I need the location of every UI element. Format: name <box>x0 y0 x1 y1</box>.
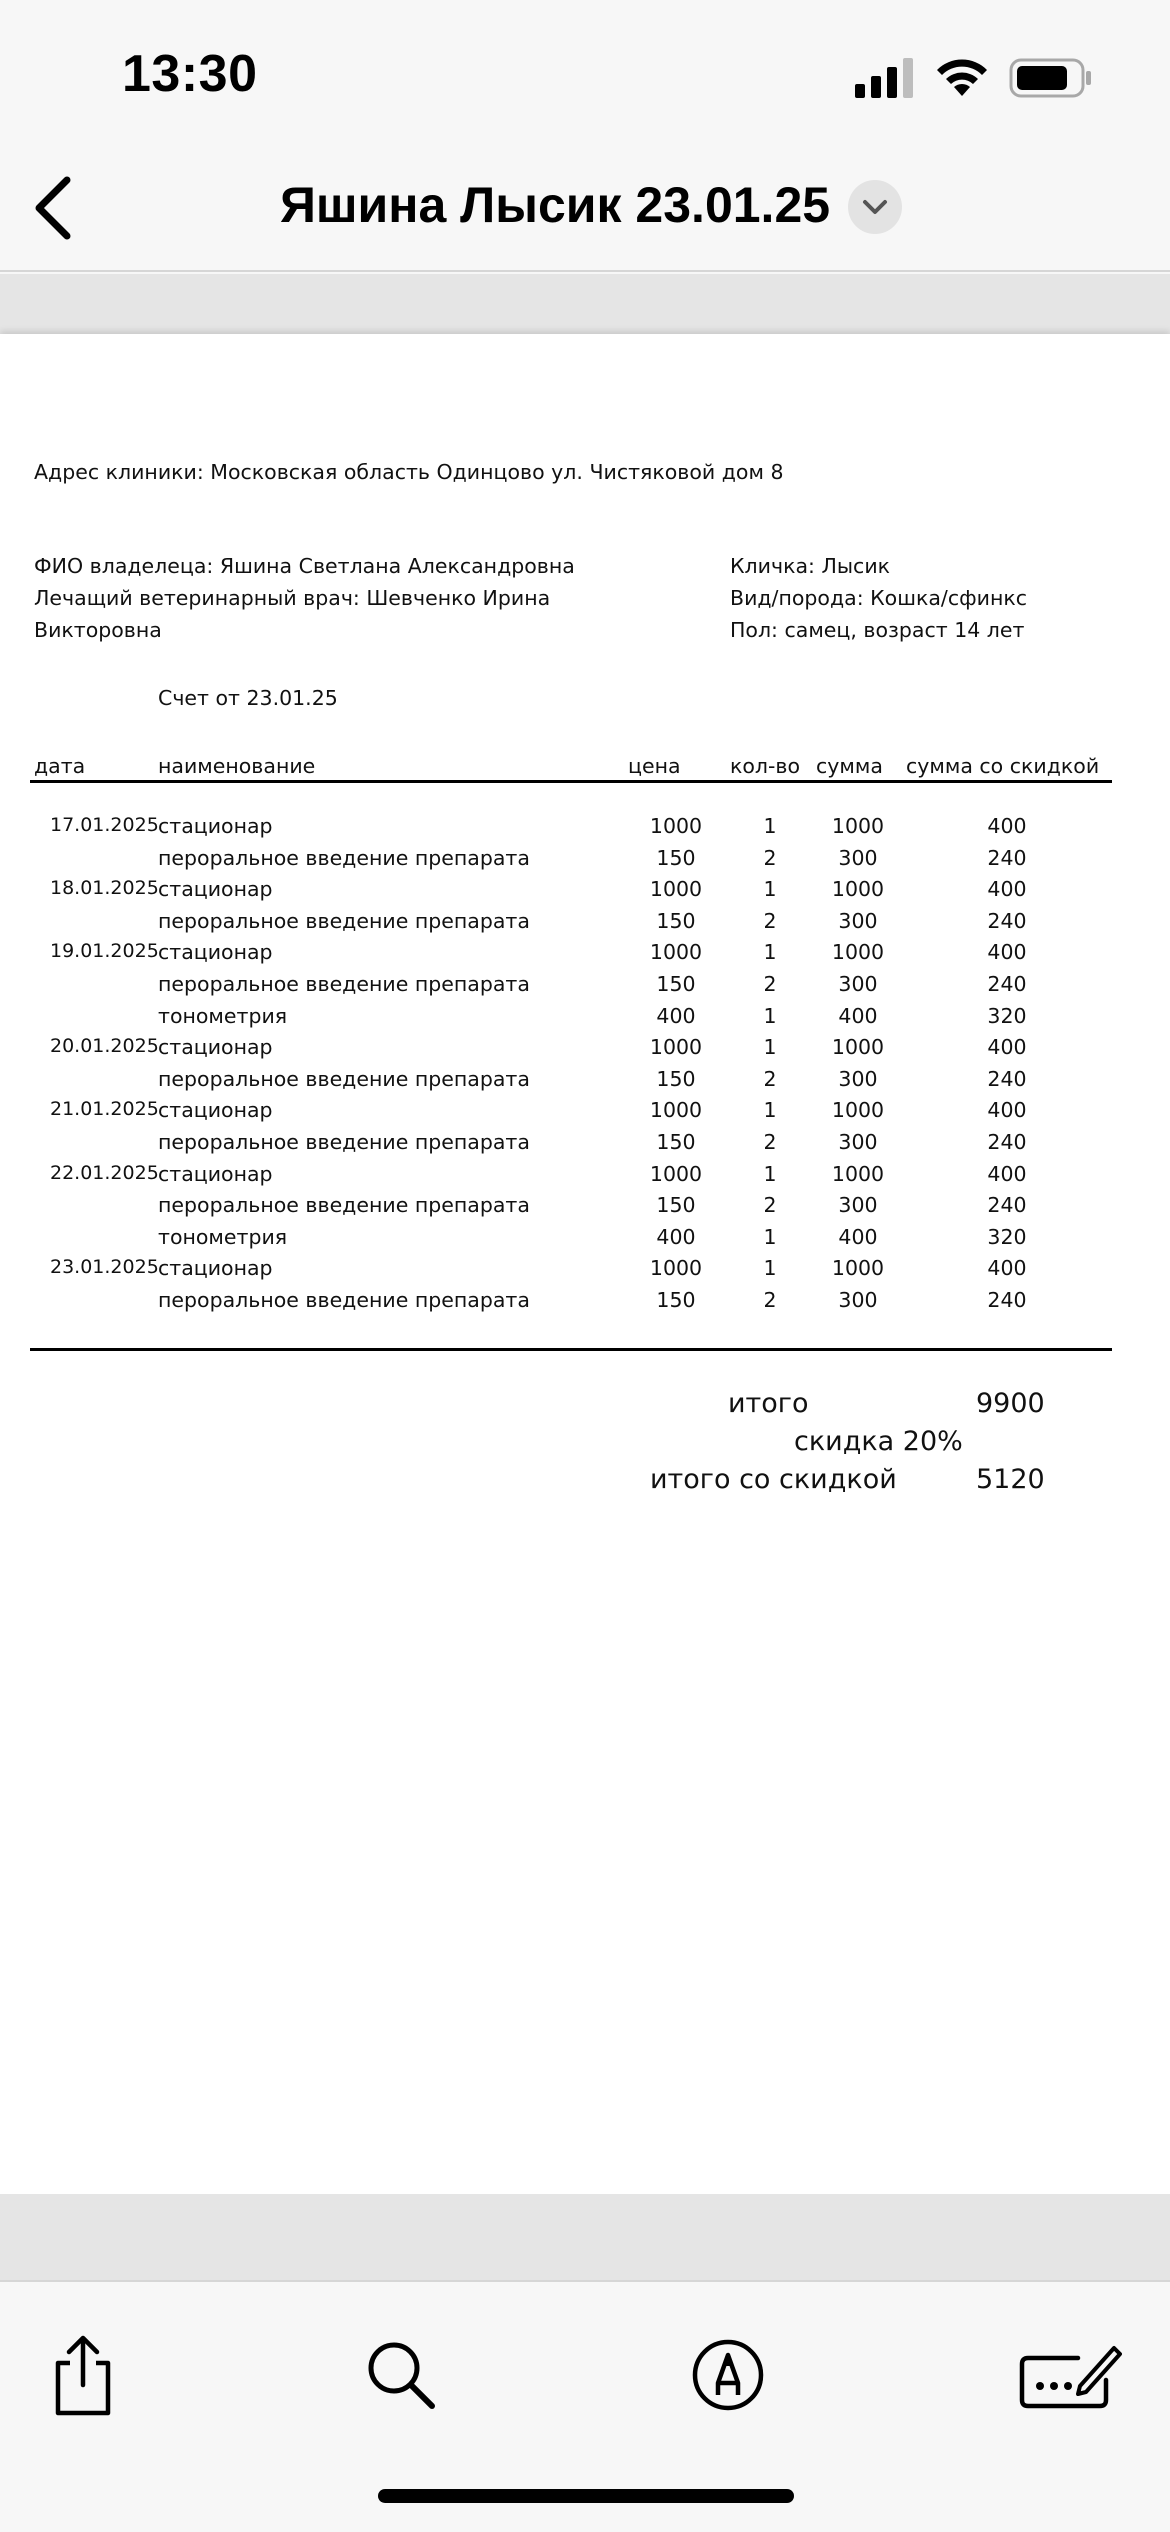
row-discounted: 240 <box>987 972 1027 996</box>
invoice-title: Счет от 23.01.25 <box>158 686 338 710</box>
row-name: стационар <box>158 940 273 965</box>
row-price: 150 <box>656 908 696 933</box>
row-name: стационар <box>158 1098 273 1123</box>
row-name: стационар <box>158 1256 273 1281</box>
document-title[interactable]: Яшина Лысик 23.01.25 <box>279 177 831 233</box>
navigation-bar <box>0 140 1170 272</box>
status-time: 13:30 <box>122 45 258 103</box>
home-indicator <box>378 2489 794 2503</box>
row-qty: 2 <box>763 845 777 870</box>
status-bar <box>0 0 1170 140</box>
row-name: стационар <box>158 877 273 902</box>
row-name: пероральное введение препарата <box>158 1066 530 1091</box>
row-qty: 1 <box>763 1161 777 1186</box>
clinic-address: Адрес клиники: Московская область Одинцово ул. Чистяковой дом 8 <box>34 460 784 484</box>
row-name: стационар <box>158 1161 273 1186</box>
row-qty: 2 <box>763 1193 777 1218</box>
col-sum-header: сумма <box>816 754 883 778</box>
row-sum: 400 <box>838 1003 878 1028</box>
row-price: 150 <box>656 1193 696 1218</box>
total-value: 9900 <box>976 1388 1045 1419</box>
row-price: 150 <box>656 1288 696 1312</box>
row-sum: 1000 <box>831 877 885 902</box>
page-gap-top <box>0 274 1170 334</box>
row-qty: 2 <box>763 1130 777 1154</box>
row-price: 1000 <box>649 1098 703 1123</box>
row-discounted: 400 <box>987 814 1027 838</box>
row-qty: 2 <box>763 972 777 996</box>
row-qty: 1 <box>763 1256 777 1281</box>
search-icon <box>364 2338 438 2412</box>
row-qty: 2 <box>763 1288 777 1312</box>
col-date-header: дата <box>34 754 86 778</box>
row-date: 18.01.2025 <box>50 877 159 900</box>
signature-button[interactable] <box>1010 2330 1130 2420</box>
row-price: 150 <box>656 1066 696 1091</box>
share-icon <box>48 2333 118 2417</box>
row-price: 1000 <box>649 1161 703 1186</box>
row-sum: 400 <box>838 1224 878 1249</box>
chevron-down-icon <box>862 199 888 215</box>
search-button[interactable] <box>356 2330 446 2420</box>
share-button[interactable] <box>38 2330 128 2420</box>
row-sum: 300 <box>838 1288 878 1312</box>
col-discounted-header: сумма со скидкой <box>906 754 1100 778</box>
row-discounted: 240 <box>987 1288 1027 1312</box>
row-date: 17.01.2025 <box>50 814 159 836</box>
row-qty: 1 <box>763 814 777 838</box>
row-sum: 1000 <box>831 1098 885 1123</box>
row-date: 19.01.2025 <box>50 940 159 963</box>
row-price: 1000 <box>649 1256 703 1281</box>
row-name: пероральное введение препарата <box>158 1130 530 1154</box>
row-qty: 1 <box>763 1035 777 1060</box>
row-discounted: 400 <box>987 877 1027 902</box>
battery-icon <box>1009 58 1093 98</box>
markup-icon <box>690 2337 766 2413</box>
row-qty: 1 <box>763 1003 777 1028</box>
row-discounted: 240 <box>987 908 1027 933</box>
row-sum: 1000 <box>831 940 885 965</box>
row-sum: 300 <box>838 1130 878 1154</box>
row-date: 23.01.2025 <box>50 1256 159 1279</box>
row-price: 1000 <box>649 877 703 902</box>
row-discounted: 240 <box>987 1066 1027 1091</box>
row-name: тонометрия <box>158 1224 288 1249</box>
row-discounted: 240 <box>987 1193 1027 1218</box>
row-discounted: 320 <box>987 1224 1027 1249</box>
doctor-name-line1: Лечащий ветеринарный врач: Шевченко Ирина <box>34 586 551 610</box>
row-name: пероральное введение препарата <box>158 972 530 996</box>
row-name: стационар <box>158 1035 273 1060</box>
row-price: 400 <box>656 1003 696 1028</box>
owner-name: ФИО владелеца: Яшина Светлана Александровна <box>34 554 575 578</box>
row-discounted: 240 <box>987 845 1027 870</box>
title-menu-button[interactable] <box>848 180 902 234</box>
row-name: тонометрия <box>158 1003 288 1028</box>
row-name: стационар <box>158 814 273 838</box>
row-name: пероральное введение препарата <box>158 845 530 870</box>
markup-button[interactable] <box>683 2330 773 2420</box>
row-sum: 300 <box>838 845 878 870</box>
row-price: 1000 <box>649 940 703 965</box>
row-sum: 1000 <box>831 814 885 838</box>
pet-sex-age: Пол: самец, возраст 14 лет <box>730 618 1025 642</box>
row-discounted: 400 <box>987 940 1027 965</box>
row-name: пероральное введение препарата <box>158 908 530 933</box>
row-qty: 1 <box>763 1224 777 1249</box>
col-price-header: цена <box>628 754 681 778</box>
row-discounted: 400 <box>987 1035 1027 1060</box>
cellular-signal-icon <box>855 58 915 98</box>
signature-icon <box>1018 2340 1122 2410</box>
wifi-icon <box>934 56 990 98</box>
row-discounted: 400 <box>987 1098 1027 1123</box>
row-price: 1000 <box>649 814 703 838</box>
row-sum: 300 <box>838 908 878 933</box>
footer-rule <box>30 1348 1112 1351</box>
row-price: 400 <box>656 1224 696 1249</box>
row-sum: 1000 <box>831 1256 885 1281</box>
row-price: 150 <box>656 972 696 996</box>
row-sum: 300 <box>838 1066 878 1091</box>
row-sum: 1000 <box>831 1035 885 1060</box>
header-rule <box>30 780 1112 783</box>
row-discounted: 240 <box>987 1130 1027 1154</box>
row-discounted: 400 <box>987 1161 1027 1186</box>
discounted-total-label: итого со скидкой <box>650 1464 897 1495</box>
discounted-total-value: 5120 <box>976 1464 1045 1495</box>
doctor-name-line2: Викторовна <box>34 618 162 642</box>
row-discounted: 400 <box>987 1256 1027 1281</box>
row-price: 1000 <box>649 1035 703 1060</box>
row-qty: 2 <box>763 1066 777 1091</box>
pet-species: Вид/порода: Кошка/сфинкс <box>730 586 1028 610</box>
row-sum: 1000 <box>831 1161 885 1186</box>
row-date: 22.01.2025 <box>50 1161 159 1184</box>
row-qty: 2 <box>763 908 777 933</box>
row-discounted: 320 <box>987 1003 1027 1028</box>
row-price: 150 <box>656 1130 696 1154</box>
row-date: 21.01.2025 <box>50 1098 159 1121</box>
document-page[interactable] <box>0 334 1170 2194</box>
row-date: 20.01.2025 <box>50 1035 159 1058</box>
discount-label: скидка 20% <box>794 1426 963 1457</box>
pet-name: Кличка: Лысик <box>730 554 891 578</box>
row-price: 150 <box>656 845 696 870</box>
page-gap-bottom <box>0 2194 1170 2280</box>
row-sum: 300 <box>838 972 878 996</box>
row-qty: 1 <box>763 940 777 965</box>
row-qty: 1 <box>763 1098 777 1123</box>
row-qty: 1 <box>763 877 777 902</box>
row-sum: 300 <box>838 1193 878 1218</box>
row-name: пероральное введение препарата <box>158 1288 530 1312</box>
col-qty-header: кол-во <box>730 754 801 778</box>
total-label: итого <box>728 1388 809 1419</box>
row-name: пероральное введение препарата <box>158 1193 530 1218</box>
col-name-header: наименование <box>158 754 316 778</box>
